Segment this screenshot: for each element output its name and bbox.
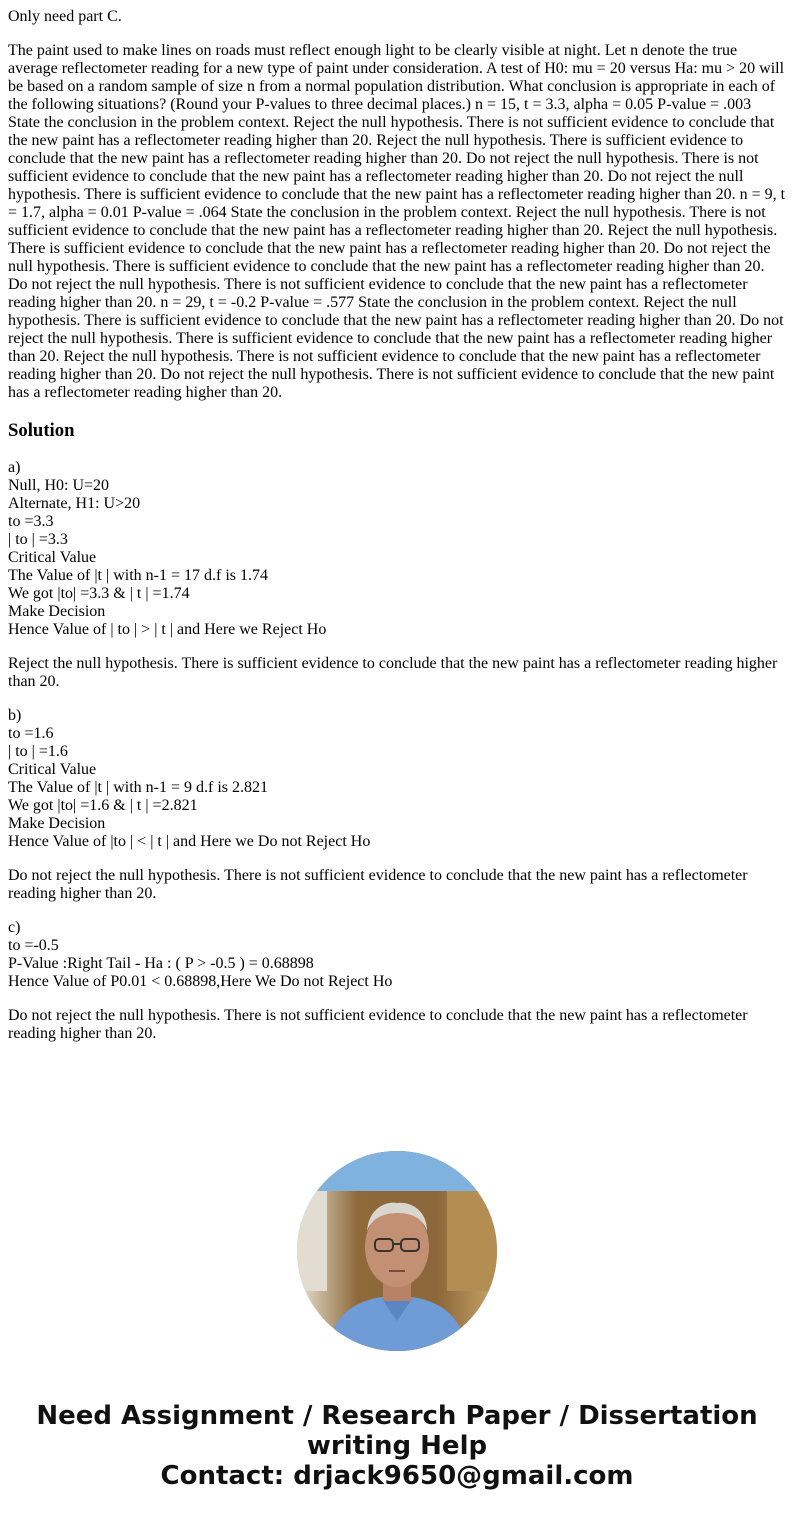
- part-b-line: b): [8, 707, 22, 724]
- part-c-line: to =-0.5: [8, 937, 59, 954]
- solution-heading: Solution: [8, 420, 75, 441]
- part-b-line: | to | =1.6: [8, 743, 68, 760]
- part-b-line: Hence Value of |to | < | t | and Here we Do not Reject Ho: [8, 833, 371, 850]
- part-a-line: Hence Value of | to | > | t | and Here we Reject Ho: [8, 621, 327, 638]
- part-a-work: [8, 459, 786, 639]
- part-a-line: Null, H0: U=20: [8, 477, 110, 494]
- part-a-conclusion: Reject the null hypothesis. There is sufficient evidence to conclude that the new paint has a reflectometer reading higher than 20.: [8, 655, 778, 690]
- part-a-line: We got |to| =3.3 & | t | =1.74: [8, 585, 190, 602]
- author-avatar: [297, 1151, 497, 1351]
- part-a-line: | to | =3.3: [8, 531, 68, 548]
- part-c-conclusion: Do not reject the null hypothesis. There is not sufficient evidence to conclude that the new paint has a reflectometer reading higher than 20.: [8, 1007, 748, 1042]
- promo-banner: [8, 1401, 786, 1491]
- part-a-line: Make Decision: [8, 603, 106, 620]
- portrait-image: [297, 1151, 497, 1351]
- promo-line-1: Need Assignment / Research Paper / Dissertation: [36, 1401, 758, 1431]
- part-b-line: Critical Value: [8, 761, 97, 778]
- part-c-line: Hence Value of P0.01 < 0.68898,Here We Do not Reject Ho: [8, 973, 393, 990]
- promo-contact: Contact: drjack9650@gmail.com: [160, 1461, 634, 1491]
- part-b-line: Make Decision: [8, 815, 106, 832]
- promo-line-2: writing Help: [306, 1431, 488, 1461]
- part-c-line: P-Value :Right Tail - Ha : ( P > -0.5 ) = 0.68898: [8, 955, 314, 972]
- request-note: Only need part C.: [8, 8, 122, 25]
- part-b-line: We got |to| =1.6 & | t | =2.821: [8, 797, 198, 814]
- part-b-conclusion: Do not reject the null hypothesis. There is not sufficient evidence to conclude that the new paint has a reflectometer reading higher than 20.: [8, 867, 748, 902]
- part-b-line: to =1.6: [8, 725, 54, 742]
- part-a-line: Alternate, H1: U>20: [8, 495, 141, 512]
- part-a-line: a): [8, 459, 21, 476]
- part-a-line: Critical Value: [8, 549, 97, 566]
- part-c-line: c): [8, 919, 21, 936]
- part-b-work: [8, 707, 786, 851]
- part-a-line: The Value of |t | with n-1 = 17 d.f is 1.74: [8, 567, 268, 584]
- part-c-work: [8, 919, 786, 991]
- part-a-line: to =3.3: [8, 513, 54, 530]
- part-b-line: The Value of |t | with n-1 = 9 d.f is 2.821: [8, 779, 268, 796]
- question-text: The paint used to make lines on roads must reflect enough light to be clearly visible at night. Let n denote the true average reflectometer reading for a new type of paint under consideration. A test of H0: mu = 20 versus Ha: mu > 20 will be based on a random sample of size n from a normal population distribution. What conclusion is appropriate in each of the following situations? (Round your P-values to three decimal places.) n = 15, t = 3.3, alpha = 0.05 P-value = .003 State the conclusion in the problem context. Reject the null hypothesis. There is not sufficient evidence to conclude that the new paint has a reflectometer reading higher than 20. Reject the null hypothesis. There is sufficient evidence to conclude that the new paint has a reflectometer reading higher than 20. Do not reject the null hypothesis. There is not sufficient evidence to conclude that the new paint has a reflectometer reading higher than 20. Do not reject the null hypothesis. There is sufficient evidence to conclude that the new paint has a reflectometer reading higher than 20. n = 9, t = 1.7, alpha = 0.01 P-value = .064 State the conclusion in the problem context. Reject the null hypothesis. There is not sufficient evidence to conclude that the new paint has a reflectometer reading higher than 20. Reject the null hypothesis. There is sufficient evidence to conclude that the new paint has a reflectometer reading higher than 20. Do not reject the null hypothesis. There is sufficient evidence to conclude that the new paint has a reflectometer reading higher than 20. Do not reject the null hypothesis. There is not sufficient evidence to conclude that the new paint has a reflectometer reading higher than 20. n = 29, t = -0.2 P-value = .577 State the conclusion in the problem context. Reject the null hypothesis. There is sufficient evidence to conclude that the new paint has a reflectometer reading higher than 20. Do not reject the null hypothesis. There is sufficient evidence to conclude that the new paint has a reflectometer reading higher than 20. Reject the null hypothesis. There is not sufficient evidence to conclude that the new paint has a reflectometer reading higher than 20. Do not reject the null hypothesis. There is not sufficient evidence to conclude that the new paint has a reflectometer reading higher than 20.: [8, 42, 786, 401]
